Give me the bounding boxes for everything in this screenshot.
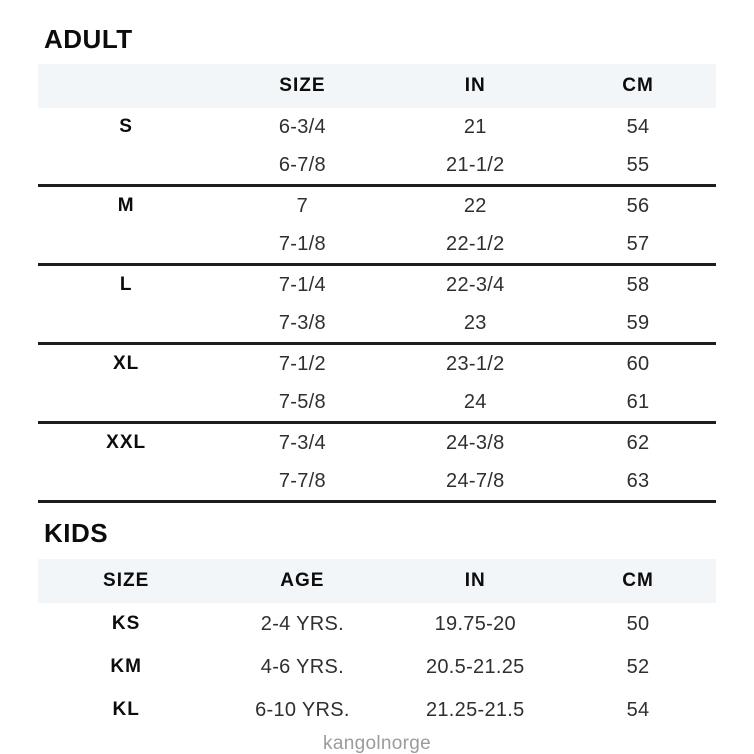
in-cell: 24 bbox=[463, 390, 487, 413]
size-cell: 6-3/4 bbox=[278, 115, 326, 138]
cm-cell: 60 bbox=[626, 352, 650, 375]
column-header-size: SIZE bbox=[38, 559, 214, 603]
adult-section-title: ADULT bbox=[44, 24, 133, 54]
column-header-in: IN bbox=[391, 559, 561, 603]
cm-cell: 54 bbox=[626, 698, 650, 721]
size-label: M bbox=[117, 195, 135, 217]
size-group-m bbox=[38, 186, 716, 265]
age-cell: 4-6 YRS. bbox=[260, 655, 344, 678]
cm-cell: 50 bbox=[626, 612, 650, 635]
size-cell: 7-3/8 bbox=[278, 311, 326, 334]
size-label: S bbox=[119, 116, 133, 138]
size-label: L bbox=[119, 274, 133, 296]
cm-cell: 56 bbox=[626, 194, 650, 217]
size-group-s bbox=[38, 108, 716, 186]
cm-cell: 61 bbox=[626, 390, 650, 413]
cm-cell: 57 bbox=[626, 232, 650, 255]
kids-table-body bbox=[38, 603, 716, 732]
in-cell: 23 bbox=[463, 311, 487, 334]
cm-cell: 63 bbox=[626, 469, 650, 492]
size-group-xl bbox=[38, 344, 716, 423]
table-row bbox=[38, 186, 716, 226]
kids-section-title: KIDS bbox=[44, 518, 109, 549]
in-cell: 19.75-20 bbox=[434, 612, 516, 635]
cm-cell: 59 bbox=[626, 311, 650, 334]
in-cell: 20.5-21.25 bbox=[425, 655, 525, 678]
size-cell: 7-1/2 bbox=[278, 352, 326, 375]
table-row bbox=[38, 603, 716, 646]
cm-cell: 54 bbox=[626, 115, 650, 138]
size-cell: 7 bbox=[296, 194, 309, 217]
table-row bbox=[38, 646, 716, 689]
table-row bbox=[38, 462, 716, 502]
column-header-age: AGE bbox=[214, 559, 390, 603]
table-row bbox=[38, 304, 716, 344]
size-label bbox=[38, 462, 214, 502]
adult-size-table bbox=[38, 64, 716, 503]
cm-cell: 52 bbox=[626, 655, 650, 678]
size-cell: 7-5/8 bbox=[278, 390, 326, 413]
size-label: XL bbox=[112, 353, 140, 375]
table-row bbox=[38, 383, 716, 423]
in-cell: 21 bbox=[463, 115, 487, 138]
size-cell: 7-1/4 bbox=[278, 273, 326, 296]
age-cell: 6-10 YRS. bbox=[255, 698, 350, 721]
size-cell: 7-3/4 bbox=[278, 431, 326, 454]
in-cell: 21-1/2 bbox=[446, 153, 505, 176]
in-cell: 22 bbox=[463, 194, 487, 217]
size-cell: 7-7/8 bbox=[278, 469, 326, 492]
column-header-in: IN bbox=[391, 64, 561, 108]
age-cell: 2-4 YRS. bbox=[260, 612, 344, 635]
size-group-l bbox=[38, 265, 716, 344]
brand-watermark: kangolnorge bbox=[323, 732, 431, 754]
size-group-xxl bbox=[38, 423, 716, 502]
in-cell: 23-1/2 bbox=[446, 352, 505, 375]
column-header-cm: CM bbox=[560, 559, 716, 603]
size-label bbox=[38, 304, 214, 344]
table-row bbox=[38, 265, 716, 305]
adult-table-header bbox=[38, 64, 716, 108]
table-row bbox=[38, 225, 716, 265]
size-cell: 6-7/8 bbox=[278, 153, 326, 176]
cm-cell: 62 bbox=[626, 431, 650, 454]
table-row bbox=[38, 146, 716, 186]
size-label: XXL bbox=[106, 432, 147, 454]
in-cell: 22-1/2 bbox=[446, 232, 505, 255]
size-label bbox=[38, 383, 214, 423]
table-row bbox=[38, 689, 716, 732]
column-header-blank bbox=[38, 64, 214, 108]
in-cell: 22-3/4 bbox=[446, 273, 505, 296]
column-header-size: SIZE bbox=[214, 64, 390, 108]
in-cell: 21.25-21.5 bbox=[425, 698, 525, 721]
size-label: KL bbox=[112, 699, 140, 721]
header-row bbox=[38, 64, 716, 108]
in-cell: 24-7/8 bbox=[446, 469, 505, 492]
kids-table-header bbox=[38, 559, 716, 603]
kids-size-table bbox=[38, 559, 716, 732]
size-label: KS bbox=[111, 613, 141, 635]
in-cell: 24-3/8 bbox=[446, 431, 505, 454]
header-row bbox=[38, 559, 716, 603]
cm-cell: 58 bbox=[626, 273, 650, 296]
size-label: KM bbox=[110, 656, 142, 678]
size-cell: 7-1/8 bbox=[278, 232, 326, 255]
table-row bbox=[38, 423, 716, 463]
column-header-cm: CM bbox=[560, 64, 716, 108]
cm-cell: 55 bbox=[626, 153, 650, 176]
table-row bbox=[38, 108, 716, 146]
size-label bbox=[38, 225, 214, 265]
table-row bbox=[38, 344, 716, 384]
size-label bbox=[38, 146, 214, 186]
